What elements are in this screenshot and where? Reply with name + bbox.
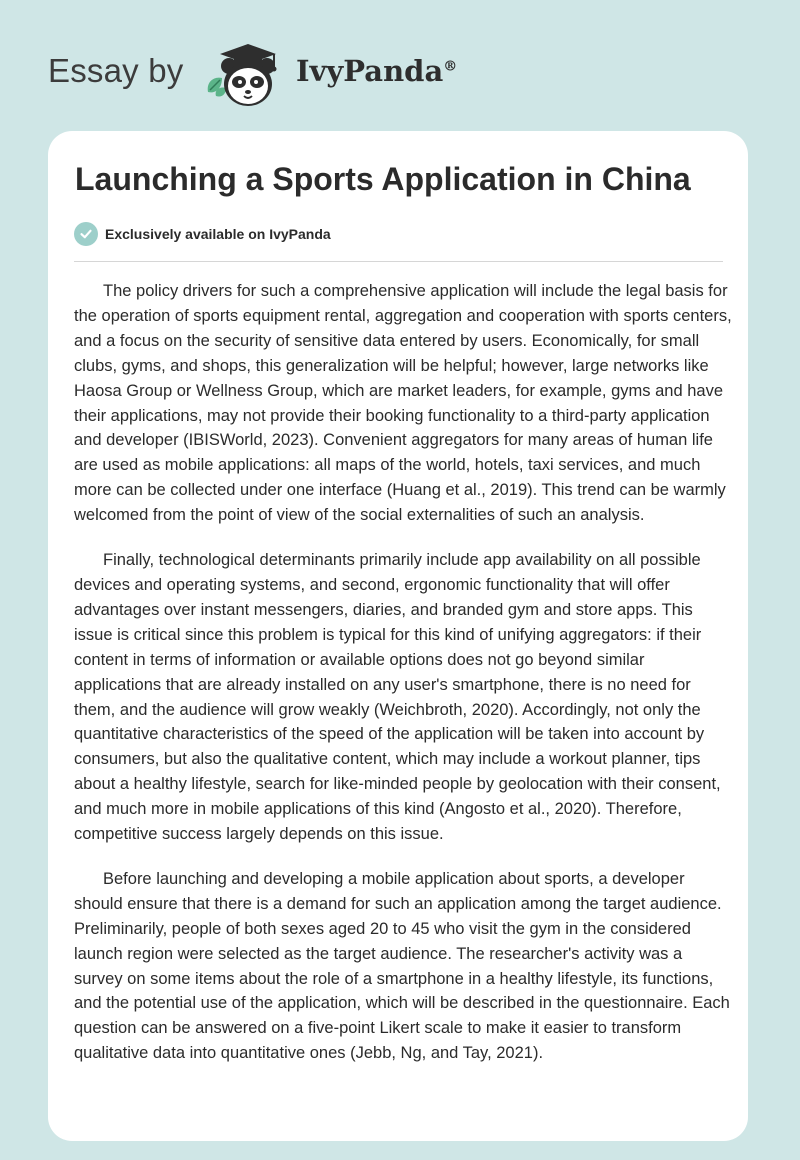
- registered-mark: ®: [443, 58, 458, 75]
- exclusive-badge: [74, 221, 331, 247]
- page-title: Launching a Sports Application in China: [75, 161, 691, 197]
- check-icon: [74, 222, 98, 246]
- paragraph: Finally, technological determinants primarily include app availability on all possible devices and operating systems, and second, ergonomic functionality that will offer advantages over instant messengers, diaries, and branded gym and store apps. This issue is critical since this problem is typical for this kind of unifying aggregators: if their content in terms of information or available options does not go beyond similar applications that are already installed on any user's smartphone, there is no need for them, and the audience will grow weakly (Weichbroth, 2020). Accordingly, not only the quantitative characteristics of the speed of the application will be taken into account by consumers, but also the qualitative content, which may include a workout planner, tips about a healthy lifestyle, search for like-minded people by geolocation with their consent, and much more in mobile applications of this kind (Angosto et al., 2020). Therefore, competitive success largely depends on this issue.: [74, 551, 721, 844]
- exclusive-label: Exclusively available on IvyPanda: [105, 226, 331, 242]
- site-header: [48, 30, 548, 110]
- panda-logo-icon[interactable]: [202, 36, 294, 110]
- paragraph: Before launching and developing a mobile application about sports, a developer should ensure that there is a demand for such an application among the target audience. Preliminarily, people of both sexes aged 20 to 45 who visit the gym in the considered launch region were selected as the target audience. The researcher's activity was a survey on some items about the role of a smartphone in a healthy lifestyle, its functions, and the potential use of the application, which will be described in the questionnaire. Each question can be answered on a five-point Likert scale to make it easier to transform qualitative data into quantitative ones (Jebb, Ng, and Tay, 2021).: [74, 869, 730, 1063]
- brand-name[interactable]: [296, 54, 457, 88]
- essay-by-label: Essay by: [48, 52, 184, 89]
- paragraph: The policy drivers for such a comprehensive application will include the legal basis for the operation of sports equipment rental, aggregation and cooperation with sports centers, and a focus on the security of sensitive data entered by users. Economically, for small clubs, gyms, and shops, this generalization will be helpful; however, large networks like Haosa Group or Wellness Group, which are market leaders, for example, gyms and have their applications, may not provide their booking functionality to a third-party application and developer (IBISWorld, 2023). Convenient aggregators for many areas of human life are used as mobile applications: all maps of the world, hotels, taxi services, and much more can be collected under one interface (Huang et al., 2019). This trend can be warmly welcomed from the point of view of the social externalities of such an analysis.: [74, 282, 732, 525]
- essay-body: [74, 279, 734, 1086]
- essay-card: [48, 131, 748, 1141]
- brand-text: IvyPanda: [296, 54, 444, 88]
- divider: [74, 261, 723, 262]
